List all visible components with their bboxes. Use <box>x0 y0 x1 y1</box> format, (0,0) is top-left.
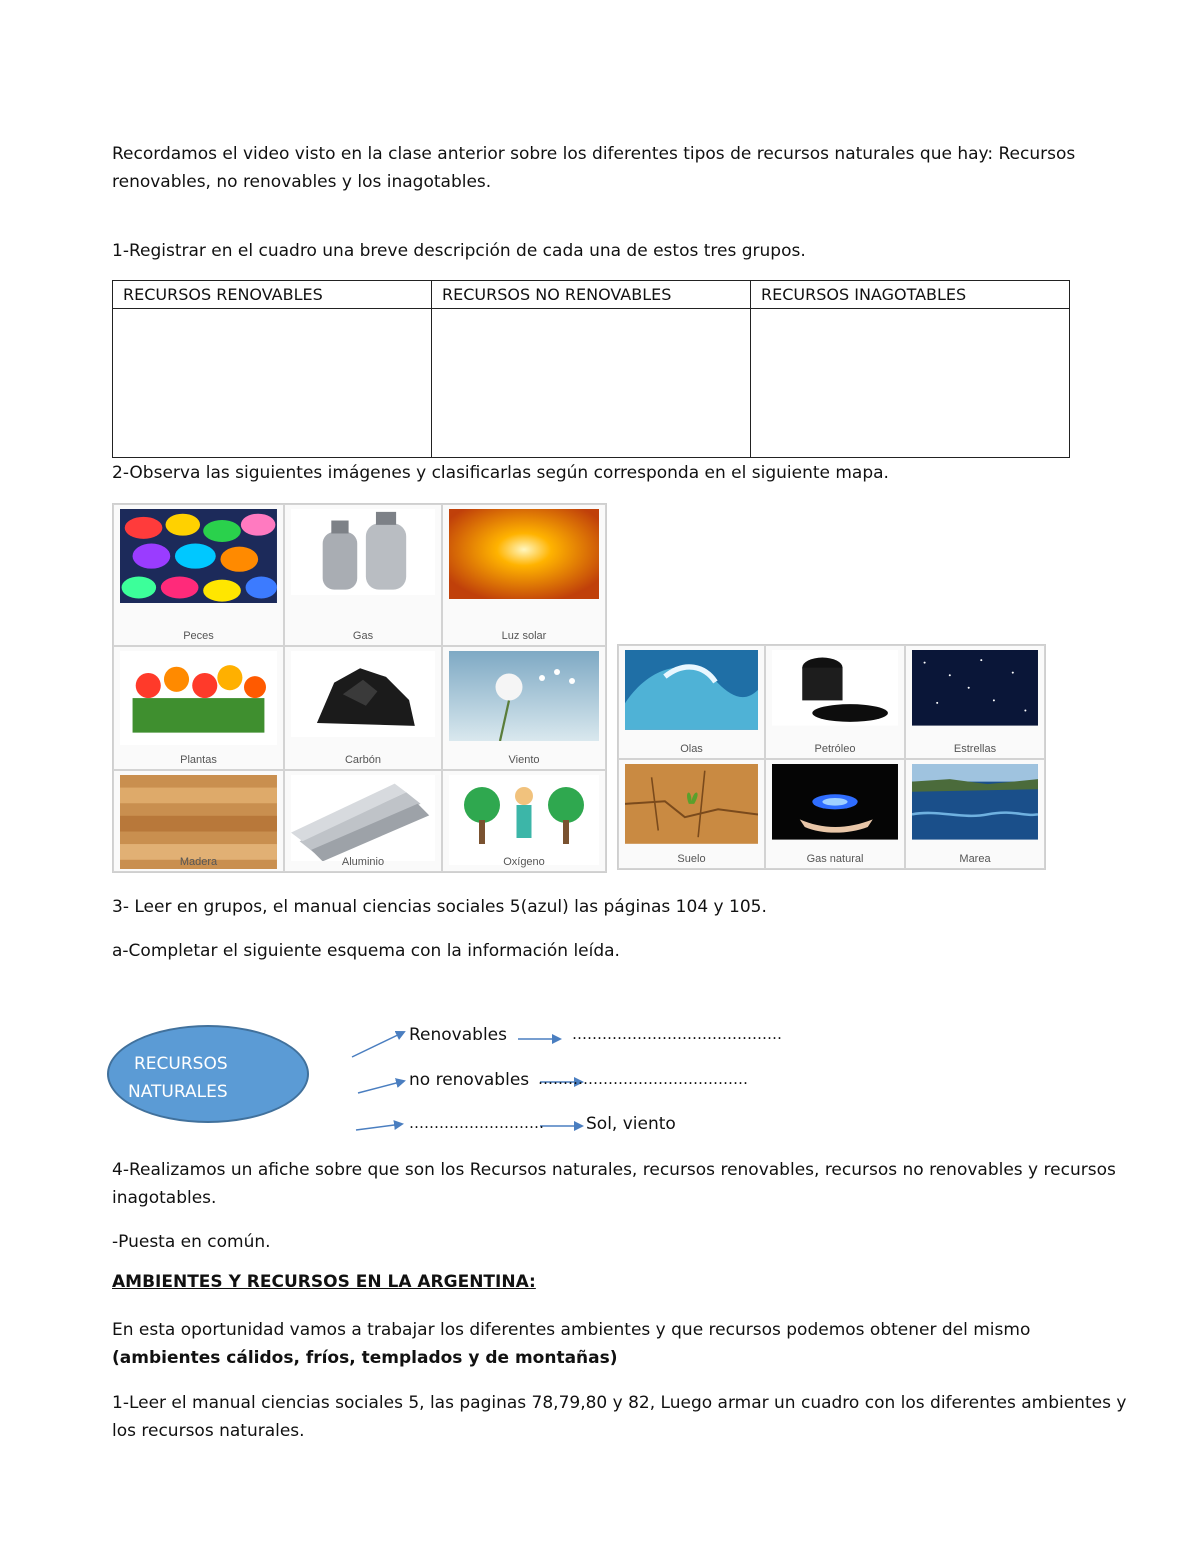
question-3: 3- Leer en grupos, el manual ciencias sociales 5(azul) las páginas 104 y 105. <box>112 897 767 917</box>
caption-olas: Olas <box>680 743 703 755</box>
scheme-branch1-label: Renovables <box>409 1025 507 1045</box>
scheme-branch1-value[interactable]: …………………………………… <box>572 1025 782 1043</box>
question-4: 4-Realizamos un afiche sobre que son los Recursos naturales, recursos renovables, recursos no renovables y recursos inagotables. <box>112 1160 1116 1208</box>
section-intro-text: En esta oportunidad vamos a trabajar los diferentes ambientes y que recursos podemos obtener del mismo <box>112 1320 1031 1340</box>
puesta-en-comun: -Puesta en común. <box>112 1232 271 1252</box>
caption-carbon: Carbón <box>344 754 382 766</box>
caption-aluminio: Aluminio <box>341 856 385 868</box>
caption-estrellas: Estrellas <box>953 743 997 755</box>
scheme-branch3-label[interactable]: ……………………… <box>409 1114 544 1132</box>
caption-marea: Marea <box>959 853 991 865</box>
intro-paragraph: Recordamos el video visto en la clase anterior sobre los diferentes tipos de recursos naturales que hay: Recursos renovables, no renovables y los inagotables. <box>112 144 1076 192</box>
arrow-to-no-renovables <box>358 1081 404 1093</box>
scheme-center-line2: NATURALES <box>128 1082 228 1102</box>
caption-luz-solar: Luz solar <box>501 630 547 642</box>
caption-gas-natural: Gas natural <box>806 853 864 865</box>
section-intro-bold: (ambientes cálidos, fríos, templados y de montañas) <box>112 1348 618 1368</box>
scheme-center-line1: RECURSOS <box>134 1054 228 1074</box>
caption-oxigeno: Oxígeno <box>503 856 545 868</box>
section-intro <box>112 1316 1142 1372</box>
question-3a: a-Completar el siguiente esquema con la información leída. <box>112 941 620 961</box>
caption-plantas: Plantas <box>180 754 217 766</box>
caption-peces: Peces <box>183 630 214 642</box>
caption-madera: Madera <box>179 856 218 868</box>
arrow-to-third-branch <box>356 1124 402 1130</box>
scheme-branch3-value: Sol, viento <box>586 1114 676 1134</box>
question-1: 1-Registrar en el cuadro una breve descripción de cada una de estos tres grupos. <box>112 241 806 261</box>
caption-petroleo: Petróleo <box>814 743 856 755</box>
caption-gas: Gas <box>352 630 374 642</box>
header-renovables: RECURSOS RENOVABLES <box>113 281 432 309</box>
scheme-branch2-value[interactable]: …………………………………… <box>538 1070 748 1088</box>
caption-suelo: Suelo <box>677 853 706 865</box>
scheme-branch2-label: no renovables <box>409 1070 530 1090</box>
arrow-to-renovables <box>352 1032 404 1057</box>
section-question-1: 1-Leer el manual ciencias sociales 5, las paginas 78,79,80 y 82, Luego armar un cuadro con los diferentes ambientes y los recursos naturales. <box>112 1393 1127 1441</box>
question-2: 2-Observa las siguientes imágenes y clasificarlas según corresponda en el siguiente mapa. <box>112 463 889 483</box>
header-no-renovables: RECURSOS NO RENOVABLES <box>432 281 751 309</box>
caption-viento: Viento <box>508 754 540 766</box>
header-inagotables: RECURSOS INAGOTABLES <box>751 281 1070 309</box>
section-title: AMBIENTES Y RECURSOS EN LA ARGENTINA: <box>112 1272 536 1292</box>
